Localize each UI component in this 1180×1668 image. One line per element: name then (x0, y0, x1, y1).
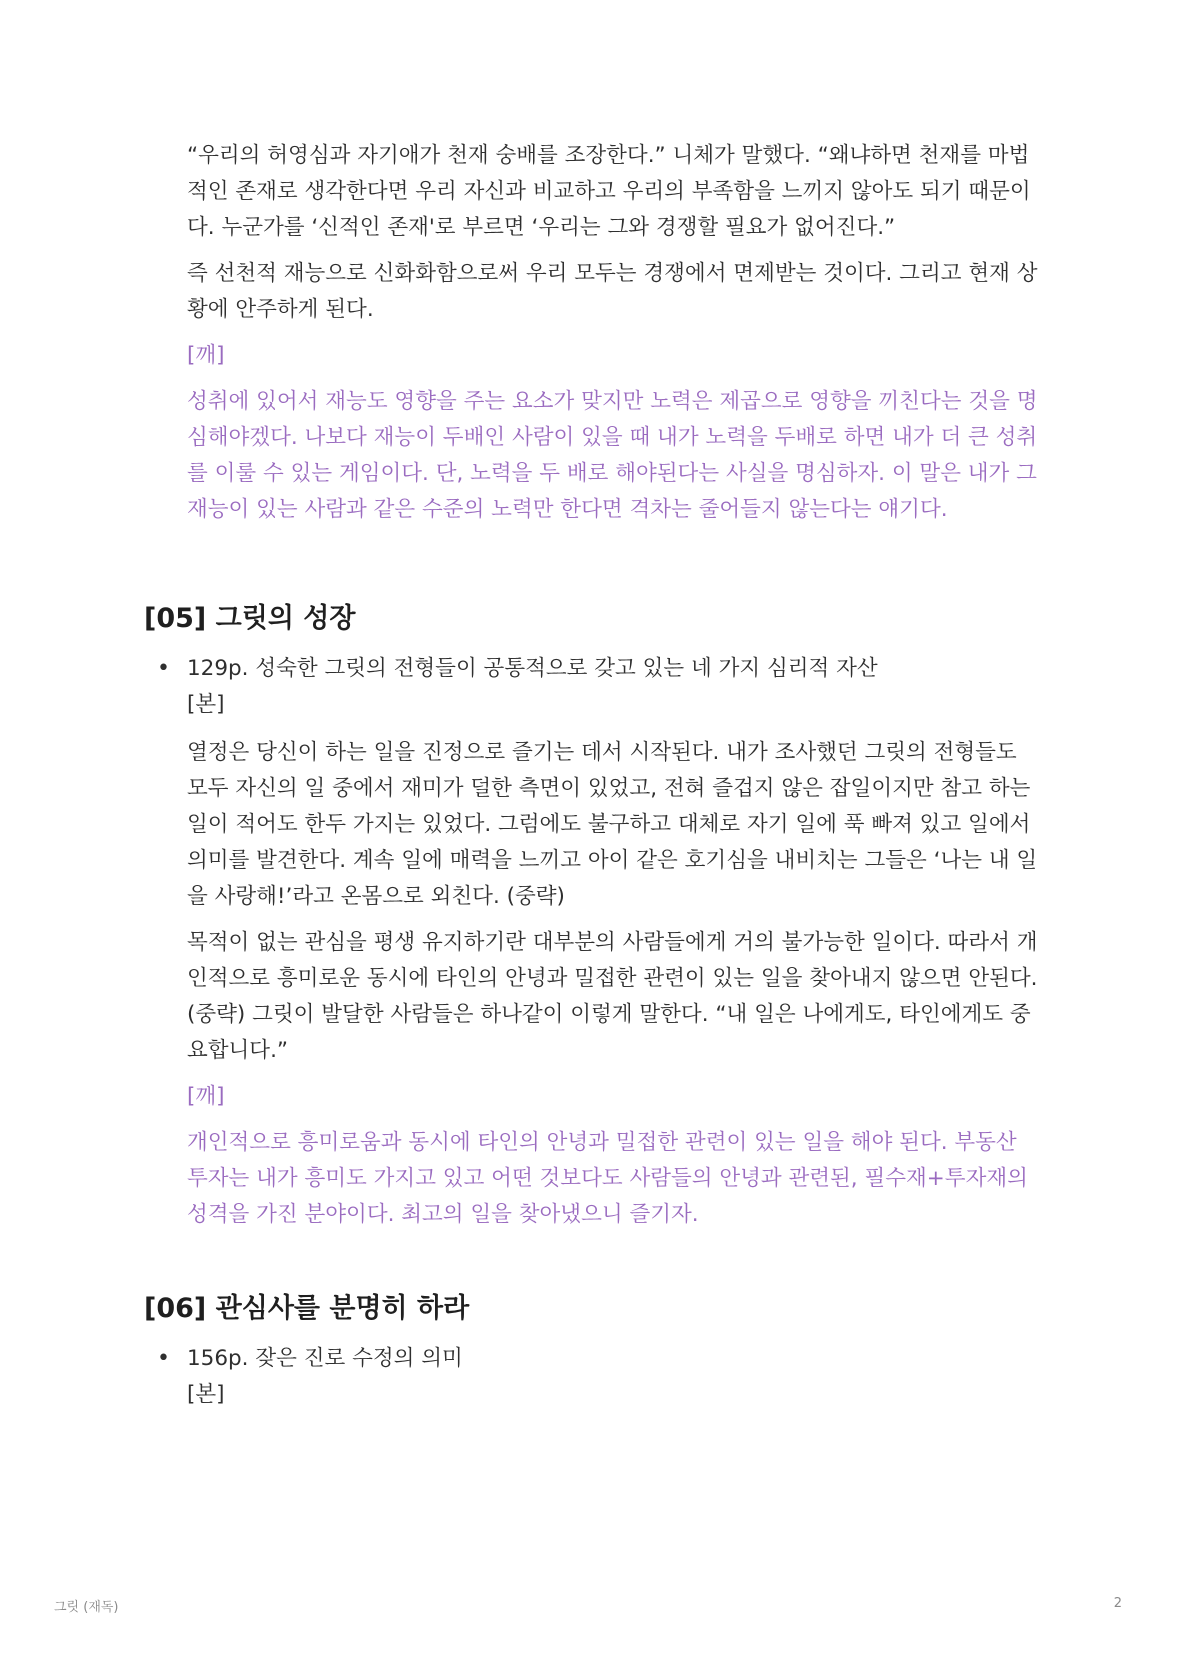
section-04-continuation (187, 138, 1045, 528)
followup-paragraph: 즉 선천적 재능으로 신화화함으로써 우리 모두는 경쟁에서 면제받는 것이다. 그리고 현재 상황에 안주하게 된다. (187, 261, 1038, 322)
note-label: [깨] (187, 343, 225, 368)
page-content (144, 138, 1044, 1413)
footer-document-title: 그릿 (재독) (54, 1600, 119, 1615)
source-label: [본] (187, 692, 225, 717)
section-heading-06: [06] 관심사를 분명히 하라 (144, 1293, 470, 1324)
section-heading-05: [05] 그릿의 성장 (144, 603, 356, 634)
list-item-body (187, 651, 1044, 1233)
book-excerpt-paragraph: 목적이 없는 관심을 평생 유지하기란 대부분의 사람들에게 거의 불가능한 일이다. 따라서 개인적으로 흥미로운 동시에 타인의 안녕과 밀접한 관련이 있는 일을 찾아내지 않으면 안된다. (중략) 그릿이 발달한 사람들은 하나같이 이렇게 말한다. “내 일은 나에게도, 타인에게도 중요합니다.” (187, 930, 1038, 1063)
book-excerpt-paragraph: 열정은 당신이 하는 일을 진정으로 즐기는 데서 시작된다. 내가 조사했던 그릿의 전형들도 모두 자신의 일 중에서 재미가 덜한 측면이 있었고, 전혀 즐겁지 않은 잡일이지만 참고 하는 일이 적어도 한두 가지는 있었다. 그럼에도 불구하고 대체로 자기 일에 푹 빠져 있고 일에서 의미를 발견한다. 계속 일에 매력을 느끼고 아이 같은 호기심을 내비치는 그들은 ‘나는 내 일을 사랑해!’라고 온몸으로 외친다. (중략) (187, 740, 1038, 909)
bullet-title: 129p. 성숙한 그릿의 전형들이 공통적으로 갖고 있는 네 가지 심리적 자산 (187, 656, 878, 681)
note-paragraph: 개인적으로 흥미로움과 동시에 타인의 안녕과 밀접한 관련이 있는 일을 해야 된다. 부동산 투자는 내가 흥미도 가지고 있고 어떤 것보다도 사람들의 안녕과 관련된, 필수재+투자재의 성격을 가진 분야이다. 최고의 일을 찾아냈으니 즐기자. (187, 1130, 1028, 1227)
footer-page-number: 2 (1113, 1596, 1122, 1611)
quote-paragraph: “우리의 허영심과 자기애가 천재 숭배를 조장한다.” 니체가 말했다. “왜냐하면 천재를 마법적인 존재로 생각한다면 우리 자신과 비교하고 우리의 부족함을 느끼지 않아도 되기 때문이다. 누군가를 ‘신적인 존재'로 부르면 ‘우리는 그와 경쟁할 필요가 없어진다.” (187, 143, 1031, 240)
list-item (144, 651, 1044, 1233)
list-item (144, 1341, 1044, 1413)
bullet-icon: • (157, 656, 170, 681)
list-item-body (187, 1341, 1044, 1413)
note-paragraph: 성취에 있어서 재능도 영향을 주는 요소가 맞지만 노력은 제곱으로 영향을 끼친다는 것을 명심해야겠다. 나보다 재능이 두배인 사람이 있을 때 내가 노력을 두배로 하면 내가 더 큰 성취를 이룰 수 있는 게임이다. 단, 노력을 두 배로 해야된다는 사실을 명심하자. 이 말은 내가 그 재능이 있는 사람과 같은 수준의 노력만 한다면 격차는 줄어들지 않는다는 얘기다. (187, 389, 1038, 522)
bullet-title: 156p. 잦은 진로 수정의 의미 (187, 1346, 463, 1371)
source-label: [본] (187, 1382, 225, 1407)
bullet-icon: • (157, 1346, 170, 1371)
note-label: [깨] (187, 1084, 225, 1109)
